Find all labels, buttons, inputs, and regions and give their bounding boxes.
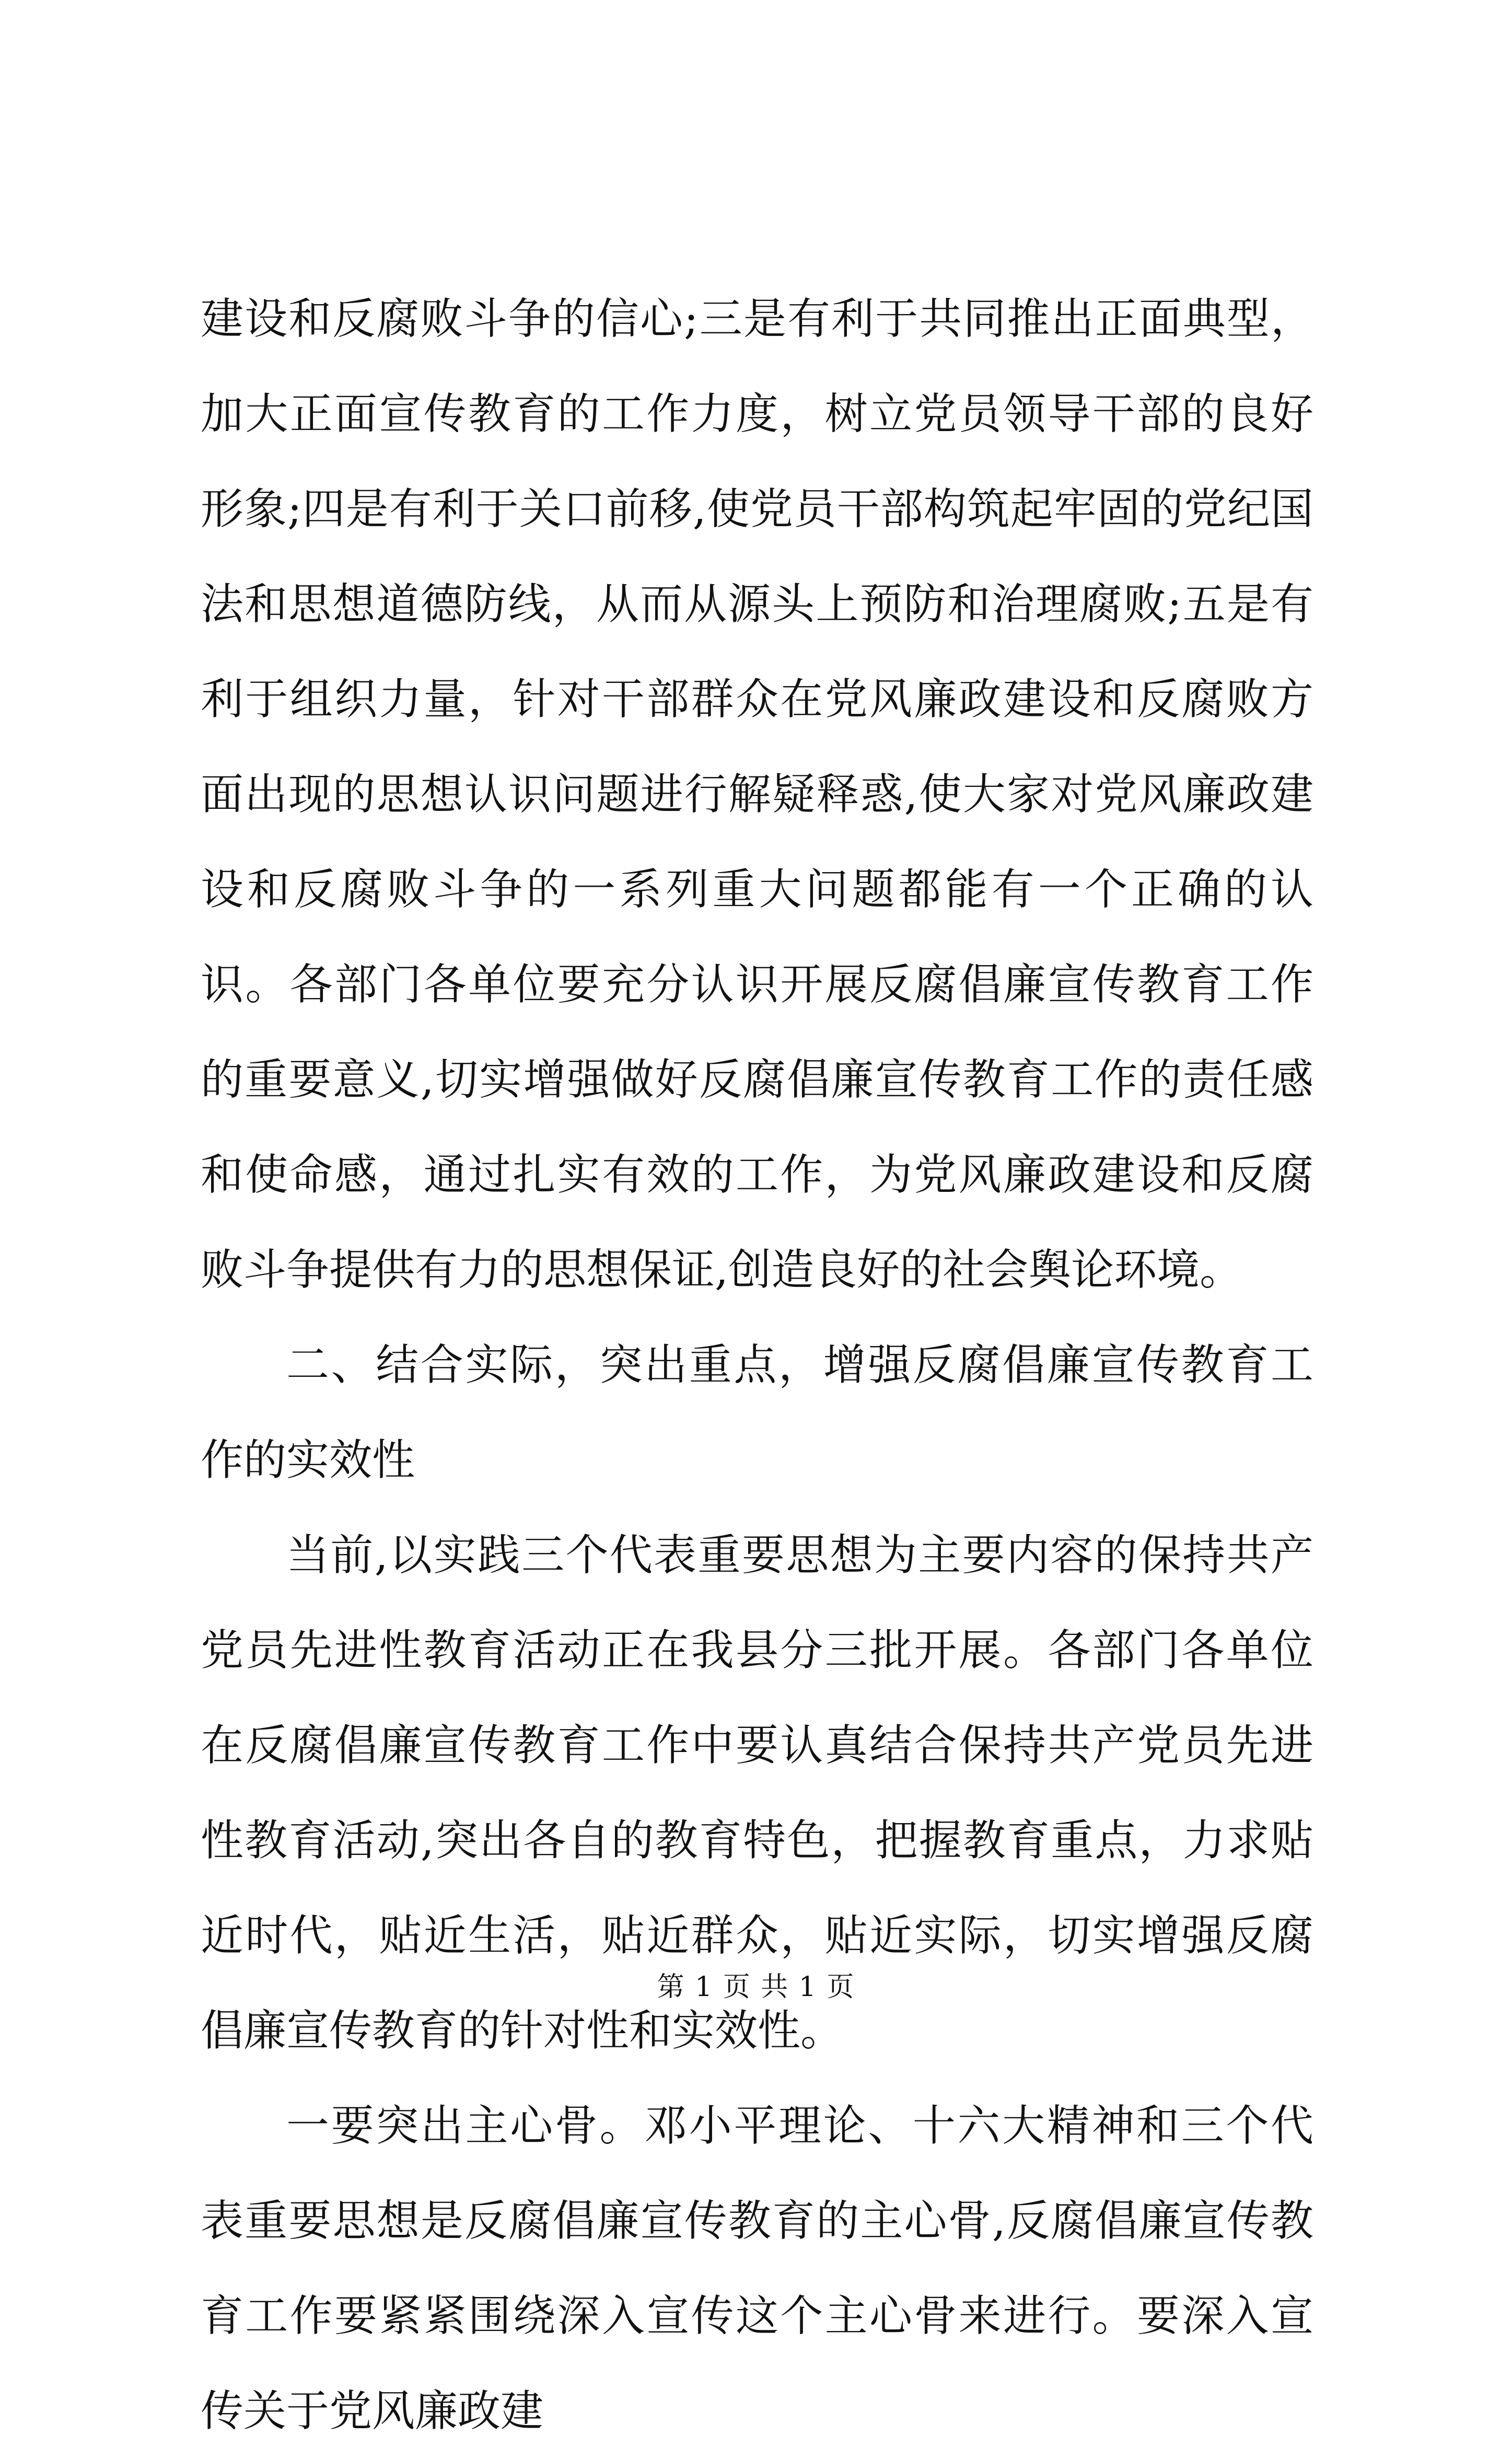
paragraph: 一要突出主心骨。邓小平理论、十六大精神和三个代表重要思想是反腐倡廉宣传教育的主心骨,反腐倡廉宣传教育工作要紧紧围绕深入宣传这个主心骨来进行。要深入宣传关于党风廉政建 (201, 2101, 1313, 2436)
paragraph-continuation: 建设和反腐败斗争的信心;三是有利于共同推出正面典型，加大正面宣传教育的工作力度，树立党员领导干部的良好形象;四是有利于关口前移,使党员干部构筑起牢固的党纪国法和思想道德防线，从而从源头上预防和治理腐败;五是有利于组织力量，针对干部群众在党风廉政建设和反腐败方面出现的思想认识问题进行解疑释惑,使大家对党风廉政建设和反腐败斗争的一系列重大问题都能有一个正确的认识。各部门各单位要充分认识开展反腐倡廉宣传教育工作的重要意义,切实增强做好反腐倡廉宣传教育工作的责任感和使命感，通过扎实有效的工作，为党风廉政建设和反腐败斗争提供有力的思想保证,创造良好的社会舆论环境。 (201, 294, 1313, 1295)
document-body (201, 272, 1313, 2459)
page-footer: 第 1 页 共 1 页 (657, 1971, 855, 2003)
paragraph: 当前,以实践三个代表重要思想为主要内容的保持共产党员先进性教育活动正在我县分三批开展。各部门各单位在反腐倡廉宣传教育工作中要认真结合保持共产党员先进性教育活动,突出各自的教育特色，把握教育重点，力求贴近时代，贴近生活，贴近群众，贴近实际，切实增强反腐倡廉宣传教育的针对性和实效性。 (201, 1530, 1313, 2056)
section-heading: 二、结合实际，突出重点，增强反腐倡廉宣传教育工作的实效性 (201, 1340, 1313, 1485)
